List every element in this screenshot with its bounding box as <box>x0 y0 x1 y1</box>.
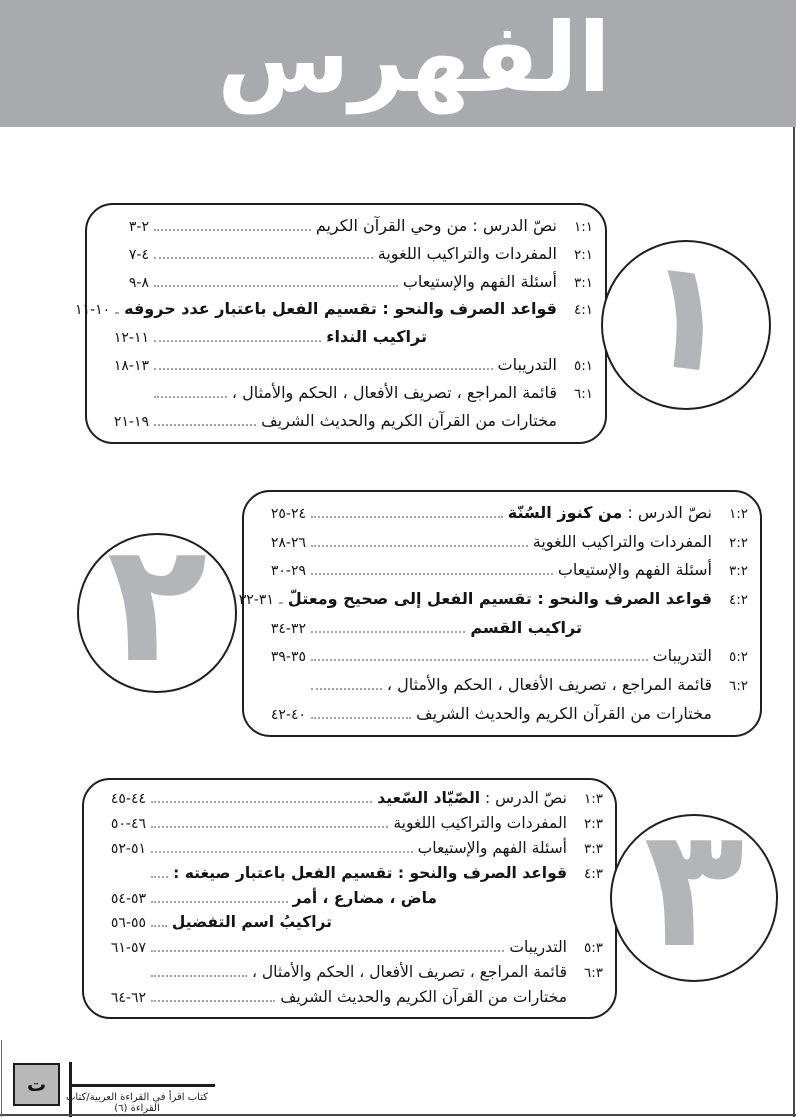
dotted-leader <box>151 873 168 878</box>
toc-item-title-regular: أسئلة الفهم والإستيعاب <box>417 839 567 857</box>
page-letter-box <box>13 1063 60 1106</box>
toc-item-pages: ٤-٧ <box>128 246 149 263</box>
toc-row <box>94 989 603 1007</box>
dotted-leader <box>154 337 321 342</box>
toc-item-title-regular: نصّ الدرس : <box>622 503 712 523</box>
toc-row <box>254 533 748 552</box>
toc-item-pages: ٢-٣ <box>128 218 149 235</box>
dotted-leader <box>151 898 288 903</box>
dotted-leader <box>151 848 413 853</box>
toc-item-title <box>533 533 712 551</box>
page-title: الفهرس <box>217 2 611 114</box>
toc-item-number: ٣:٣ <box>583 841 603 857</box>
footer-divider-horizontal <box>72 1084 215 1087</box>
section-number: ٢ <box>106 506 208 699</box>
toc-item-title <box>172 914 332 932</box>
footer-book-title: كتاب اقرأ في القراءة العربية/كتاب القراءة (٦) <box>66 1092 208 1114</box>
toc-item-title <box>288 590 712 608</box>
toc-item-number: ١:٢ <box>728 506 748 523</box>
toc-item-pages: ١٩-٢١ <box>113 413 149 430</box>
toc-item-pages: ١١-١٢ <box>113 330 149 347</box>
toc-item-title-regular: المفردات والتراكيب اللغوية <box>393 814 567 833</box>
toc-row <box>254 561 748 580</box>
toc-row <box>97 217 593 236</box>
toc-row <box>94 964 603 982</box>
toc-item-number: ٢:٢ <box>728 534 748 551</box>
toc-item-number: ٤:٢ <box>728 592 748 609</box>
toc-item-pages: ٦٢-٦٤ <box>110 989 146 1006</box>
dotted-leader <box>311 570 553 575</box>
toc-item-pages: ٣١-٣٢ <box>238 592 274 609</box>
toc-row <box>254 676 748 695</box>
toc-row <box>97 356 593 375</box>
toc-row <box>94 840 603 858</box>
toc-item-pages: ٣٥-٣٩ <box>270 649 306 666</box>
toc-row <box>74 299 593 319</box>
section-number-circle <box>77 506 237 699</box>
toc-item-title <box>252 964 567 982</box>
toc-item-title <box>232 384 557 402</box>
toc-row <box>254 504 748 523</box>
toc-item-title-bold: قواعد الصرف والنحو : تقسيم الفعل باعتبار صيغته : <box>173 863 567 882</box>
toc-item-title <box>124 300 557 318</box>
toc-row <box>254 705 748 723</box>
toc-item-title <box>558 561 712 579</box>
toc-item-title-regular: نصّ الدرس : من وحي القرآن الكريم <box>315 215 557 235</box>
toc-row <box>97 412 593 430</box>
toc-item-pages: ٢٩-٣٠ <box>270 563 306 580</box>
toc-item-title <box>418 840 567 858</box>
dotted-leader <box>154 226 311 231</box>
dotted-leader <box>154 254 373 259</box>
toc-item-number: ٦:١ <box>573 386 593 402</box>
toc-item-title-regular: التدريبات <box>652 646 712 666</box>
dotted-leader <box>151 798 372 803</box>
toc-item-title <box>653 647 713 665</box>
toc-item-number: ٢:٣ <box>583 816 603 833</box>
dotted-leader <box>311 542 528 547</box>
toc-row <box>238 589 748 609</box>
dotted-leader <box>311 513 503 518</box>
dotted-leader <box>154 282 398 287</box>
toc-item-number: ٣:٢ <box>728 563 748 580</box>
dotted-leader <box>154 393 227 398</box>
toc-item-title-bold: الصّيّاد السّعيد <box>377 789 481 808</box>
toc-row <box>97 328 593 346</box>
scan-edge-bottom <box>0 1114 796 1116</box>
toc-item-pages: ٥١-٥٢ <box>110 841 146 857</box>
toc-item-title-bold: قواعد الصرف والنحو : تقسيم الفعل إلى صحيح ومعتلّ <box>287 589 712 609</box>
toc-item-title <box>498 356 558 374</box>
toc-item-title <box>508 504 712 522</box>
toc-item-number: ٥:١ <box>573 358 593 375</box>
dotted-leader <box>311 656 648 661</box>
dotted-leader <box>154 421 256 426</box>
toc-item-title-regular: قائمة المراجع ، تصريف الأفعال ، الحكم والأمثال ، <box>231 383 557 402</box>
toc-item-title-regular: مختارات من القرآن الكريم والحديث الشريف <box>416 703 712 723</box>
toc-row <box>94 865 603 883</box>
toc-item-title <box>173 865 567 883</box>
dotted-leader <box>151 823 388 828</box>
toc-item-title-regular: أسئلة الفهم والإستيعاب <box>402 271 557 291</box>
toc-row <box>94 790 603 808</box>
toc-item-pages: ٤٠-٤٢ <box>270 706 306 723</box>
dotted-leader <box>279 599 283 604</box>
toc-item-pages: ٤٦-٥٠ <box>110 816 146 833</box>
toc-item-number: ٣:١ <box>573 274 593 291</box>
section-number-circle <box>610 791 778 984</box>
toc-item-number: ١:٣ <box>583 791 603 808</box>
toc-item-title <box>377 790 567 808</box>
toc-item-number: ٦:٣ <box>583 964 603 981</box>
toc-item-number: ٦:٢ <box>728 677 748 694</box>
toc-row <box>94 914 603 932</box>
dotted-leader <box>154 365 493 370</box>
toc-item-title-bold: قواعد الصرف والنحو : تقسيم الفعل باعتبار عدد حروفه <box>124 299 557 319</box>
toc-item-pages: ٥٧-٦١ <box>110 940 146 957</box>
toc-item-title <box>393 815 567 833</box>
toc-item-title-bold: من كنوز السُنّة <box>507 503 623 523</box>
toc-item-pages: ٥٣-٥٤ <box>110 890 146 907</box>
toc-item-title-regular: المفردات والتراكيب اللغوية <box>377 243 557 263</box>
dotted-leader <box>311 628 465 633</box>
toc-item-number: ٥:٢ <box>728 649 748 666</box>
toc-item-number: ٥:٣ <box>583 940 603 957</box>
toc-item-title-bold: تراكيب القسم <box>470 617 582 637</box>
toc-item-title-regular: قائمة المراجع ، تصريف الأفعال ، الحكم والأمثال ، <box>251 962 567 981</box>
toc-item-title <box>416 705 712 723</box>
toc-item-title <box>509 939 567 957</box>
scan-edge-left <box>1 1040 2 1117</box>
toc-item-pages: ٣٢-٣٤ <box>270 620 306 637</box>
toc-item-pages: ٤٤-٤٥ <box>110 791 146 808</box>
toc-item-pages: ١٣-١٨ <box>113 358 149 375</box>
toc-row <box>97 245 593 264</box>
toc-item-title <box>261 412 557 430</box>
toc-item-pages: ٢٤-٢٥ <box>270 506 306 523</box>
toc-item-number: ٢:١ <box>573 246 593 263</box>
dotted-leader <box>151 947 504 952</box>
toc-item-title <box>378 245 557 263</box>
toc-item-title-regular: أسئلة الفهم والإستيعاب <box>557 560 712 580</box>
toc-item-pages: ٥٥-٥٦ <box>110 915 146 932</box>
scan-edge-right <box>793 127 795 1117</box>
toc-item-title <box>293 890 437 908</box>
toc-item-title-regular: المفردات والتراكيب اللغوية <box>532 531 712 551</box>
toc-item-title-bold: ماض ، مضارع ، أمر <box>292 888 437 907</box>
section-number-circle <box>601 225 771 410</box>
section-box <box>74 203 607 444</box>
toc-item-number: ٤:١ <box>573 302 593 319</box>
toc-item-number: ١:١ <box>573 218 593 235</box>
toc-item-title-bold: تراكيبُ اسم التفضيل <box>171 913 332 932</box>
section-number: ٣ <box>643 791 745 984</box>
toc-item-pages: ٨-٩ <box>128 274 149 291</box>
toc-item-title <box>387 676 712 694</box>
toc-item-title-regular: التدريبات <box>509 938 567 957</box>
dotted-leader <box>151 922 167 927</box>
toc-item-pages: ٢٦-٢٨ <box>270 534 306 551</box>
dotted-leader <box>115 309 119 314</box>
toc-row <box>254 647 748 666</box>
toc-item-title-regular: قائمة المراجع ، تصريف الأفعال ، الحكم والأمثال ، <box>386 674 712 694</box>
toc-item-title-bold: تراكيب النداء <box>326 327 427 347</box>
page-letter: ت <box>26 1073 47 1096</box>
toc-item-title <box>280 989 567 1007</box>
dotted-leader <box>311 714 411 719</box>
toc-item-title-regular: التدريبات <box>497 355 557 375</box>
toc-row <box>94 815 603 833</box>
toc-item-title-regular: مختارات من القرآن الكريم والحديث الشريف <box>280 987 567 1006</box>
toc-row <box>94 890 603 908</box>
toc-row <box>254 619 748 637</box>
toc-row <box>97 273 593 292</box>
dotted-leader <box>311 685 382 690</box>
toc-row <box>94 939 603 957</box>
toc-item-title <box>403 273 557 291</box>
toc-row <box>97 384 593 403</box>
dotted-leader <box>151 972 247 977</box>
toc-item-title <box>326 328 427 346</box>
dotted-leader <box>151 997 275 1002</box>
toc-item-title <box>470 619 582 637</box>
toc-item-title-regular: نصّ الدرس : <box>480 789 567 808</box>
section-number: ١ <box>630 225 744 409</box>
toc-item-pages: ١٠-١١ <box>74 302 111 319</box>
toc-item-title <box>316 217 557 235</box>
toc-item-title-regular: مختارات من القرآن الكريم والحديث الشريف <box>261 410 557 430</box>
toc-item-number: ٤:٣ <box>583 865 603 882</box>
section-box <box>238 490 762 737</box>
section-box <box>82 778 617 1019</box>
